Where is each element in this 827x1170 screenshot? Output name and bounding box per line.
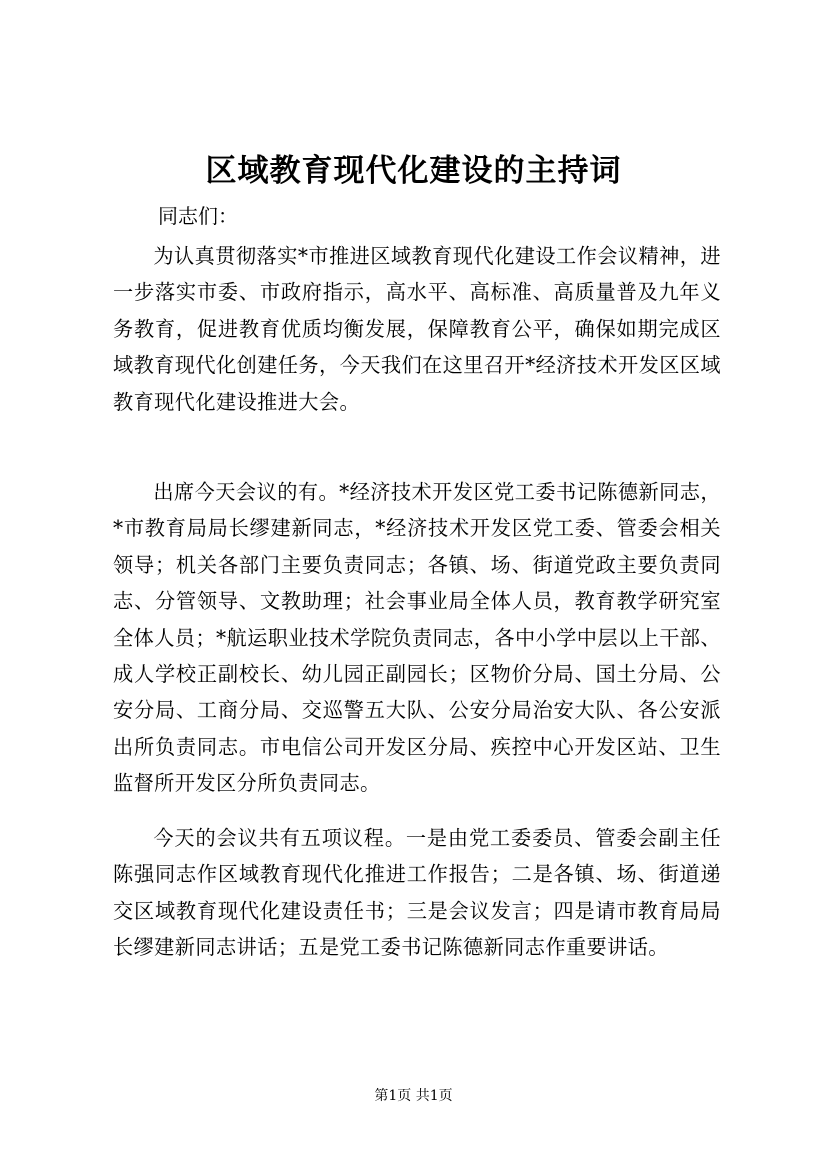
paragraph-attendees: 出席今天会议的有。*经济技术开发区党工委书记陈德新同志，*市教育局局长缪建新同志，*经济技术开发区党工委、管委会相关领导；机关各部门主要负责同志；各镇、场、街道党政主要负责同志、分管领导、文教助理；社会事业局全体人员，教育教学研究室全体人员；*航运职业技术学院负责同志，各中小学中层以上干部、成人学校正副校长、幼儿园正副园长；区物价分局、国土分局、公安分局、工商分局、交巡警五大队、公安分局治安大队、各公安派出所负责同志。市电信公司开发区分局、疾控中心开发区站、卫生监督所开发区分所负责同志。 — [113, 480, 721, 796]
salutation: 同志们： — [158, 204, 238, 228]
document-title: 区域教育现代化建设的主持词 — [205, 153, 622, 189]
paragraph-agenda: 今天的会议共有五项议程。一是由党工委委员、管委会副主任陈强同志作区域教育现代化推进工作报告；二是各镇、场、街道递交区域教育现代化建设责任书；三是会议发言；四是请市教育局局长缪建新同志讲话；五是党工委书记陈德新同志作重要讲话。 — [113, 826, 721, 960]
page-number-footer: 第1页 共1页 — [374, 1088, 453, 1104]
paragraph-purpose: 为认真贯彻落实*市推进区域教育现代化建设工作会议精神，进一步落实市委、市政府指示，高水平、高标准、高质量普及九年义务教育，促进教育优质均衡发展，保障教育公平，确保如期完成区域教育现代化创建任务，今天我们在这里召开*经济技术开发区区域教育现代化建设推进大会。 — [113, 244, 721, 414]
